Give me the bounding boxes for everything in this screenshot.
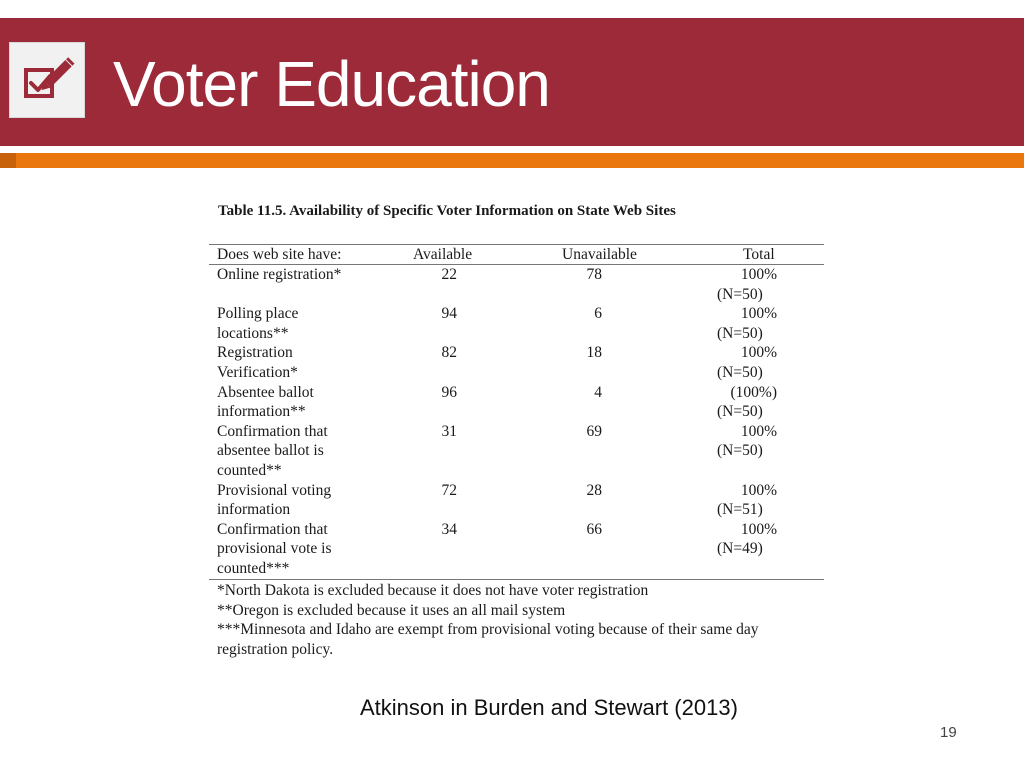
header-available: Available <box>413 246 473 263</box>
cell-n: (N=50) <box>717 364 763 381</box>
table-bottom-rule <box>209 579 824 580</box>
cell-available: 96 <box>441 383 457 401</box>
row-label: Polling place <box>217 305 299 323</box>
cell-n: (N=50) <box>717 285 763 303</box>
cell-unavailable: 78 <box>586 266 602 283</box>
row-label: absentee ballot is <box>217 442 324 460</box>
cell-n: (N=49) <box>717 540 763 558</box>
cell-unavailable: 69 <box>586 422 602 440</box>
row-label: Online registration* <box>217 266 342 283</box>
cell-available: 82 <box>441 344 457 362</box>
citation: Atkinson in Burden and Stewart (2013) <box>360 695 738 720</box>
cell-total: 100% <box>740 344 777 362</box>
cell-n: (N=50) <box>717 403 763 421</box>
cell-n: (N=50) <box>717 442 763 460</box>
footnote: **Oregon is excluded because it uses an all mail system <box>217 601 566 619</box>
cell-available: 72 <box>441 481 457 499</box>
row-label: Absentee ballot <box>217 383 314 401</box>
cell-total: 100% <box>740 520 777 538</box>
cell-total: 100% <box>740 422 777 440</box>
cell-available: 34 <box>441 520 457 538</box>
cell-available: 31 <box>441 422 457 440</box>
row-label: information <box>217 501 291 519</box>
cell-available: 94 <box>441 305 457 323</box>
row-label: counted** <box>217 462 282 479</box>
cell-total: 100% <box>740 266 777 283</box>
page-number: 19 <box>940 724 957 741</box>
row-label: Confirmation that <box>217 520 328 538</box>
header-question: Does web site have: <box>217 246 342 263</box>
row-label: counted*** <box>217 560 290 577</box>
cell-available: 22 <box>441 266 457 283</box>
table-title: Table 11.5. Availability of Specific Voter Information on State Web Sites <box>218 203 676 219</box>
cell-unavailable: 4 <box>594 383 602 401</box>
cell-unavailable: 28 <box>586 481 602 499</box>
row-label: provisional vote is <box>217 540 332 558</box>
cell-unavailable: 6 <box>594 305 602 323</box>
footnote: *North Dakota is excluded because it does not have voter registration <box>217 582 649 599</box>
cell-unavailable: 66 <box>586 520 602 538</box>
accent-bar <box>0 153 1024 168</box>
cell-unavailable: 18 <box>586 344 602 362</box>
row-label: Registration <box>217 344 293 362</box>
divider-strip <box>0 146 1024 153</box>
slide-title: Voter Education <box>113 48 550 120</box>
checkbox-pencil-icon <box>9 42 85 118</box>
row-label: Provisional voting <box>217 481 332 499</box>
cell-n: (N=50) <box>717 324 763 342</box>
cell-n: (N=51) <box>717 501 763 519</box>
header-total: Total <box>743 246 775 263</box>
cell-total: 100% <box>740 305 777 323</box>
footnote: ***Minnesota and Idaho are exempt from provisional voting because of their same day <box>217 621 759 639</box>
row-label: locations** <box>217 324 289 342</box>
cell-total: (100%) <box>730 383 777 401</box>
row-label: Confirmation that <box>217 422 328 440</box>
header-unavailable: Unavailable <box>562 246 637 263</box>
row-label: Verification* <box>217 364 298 381</box>
row-label: information** <box>217 403 306 421</box>
footnote: registration policy. <box>217 640 334 658</box>
footnotes <box>217 581 758 659</box>
cell-total: 100% <box>740 481 777 499</box>
